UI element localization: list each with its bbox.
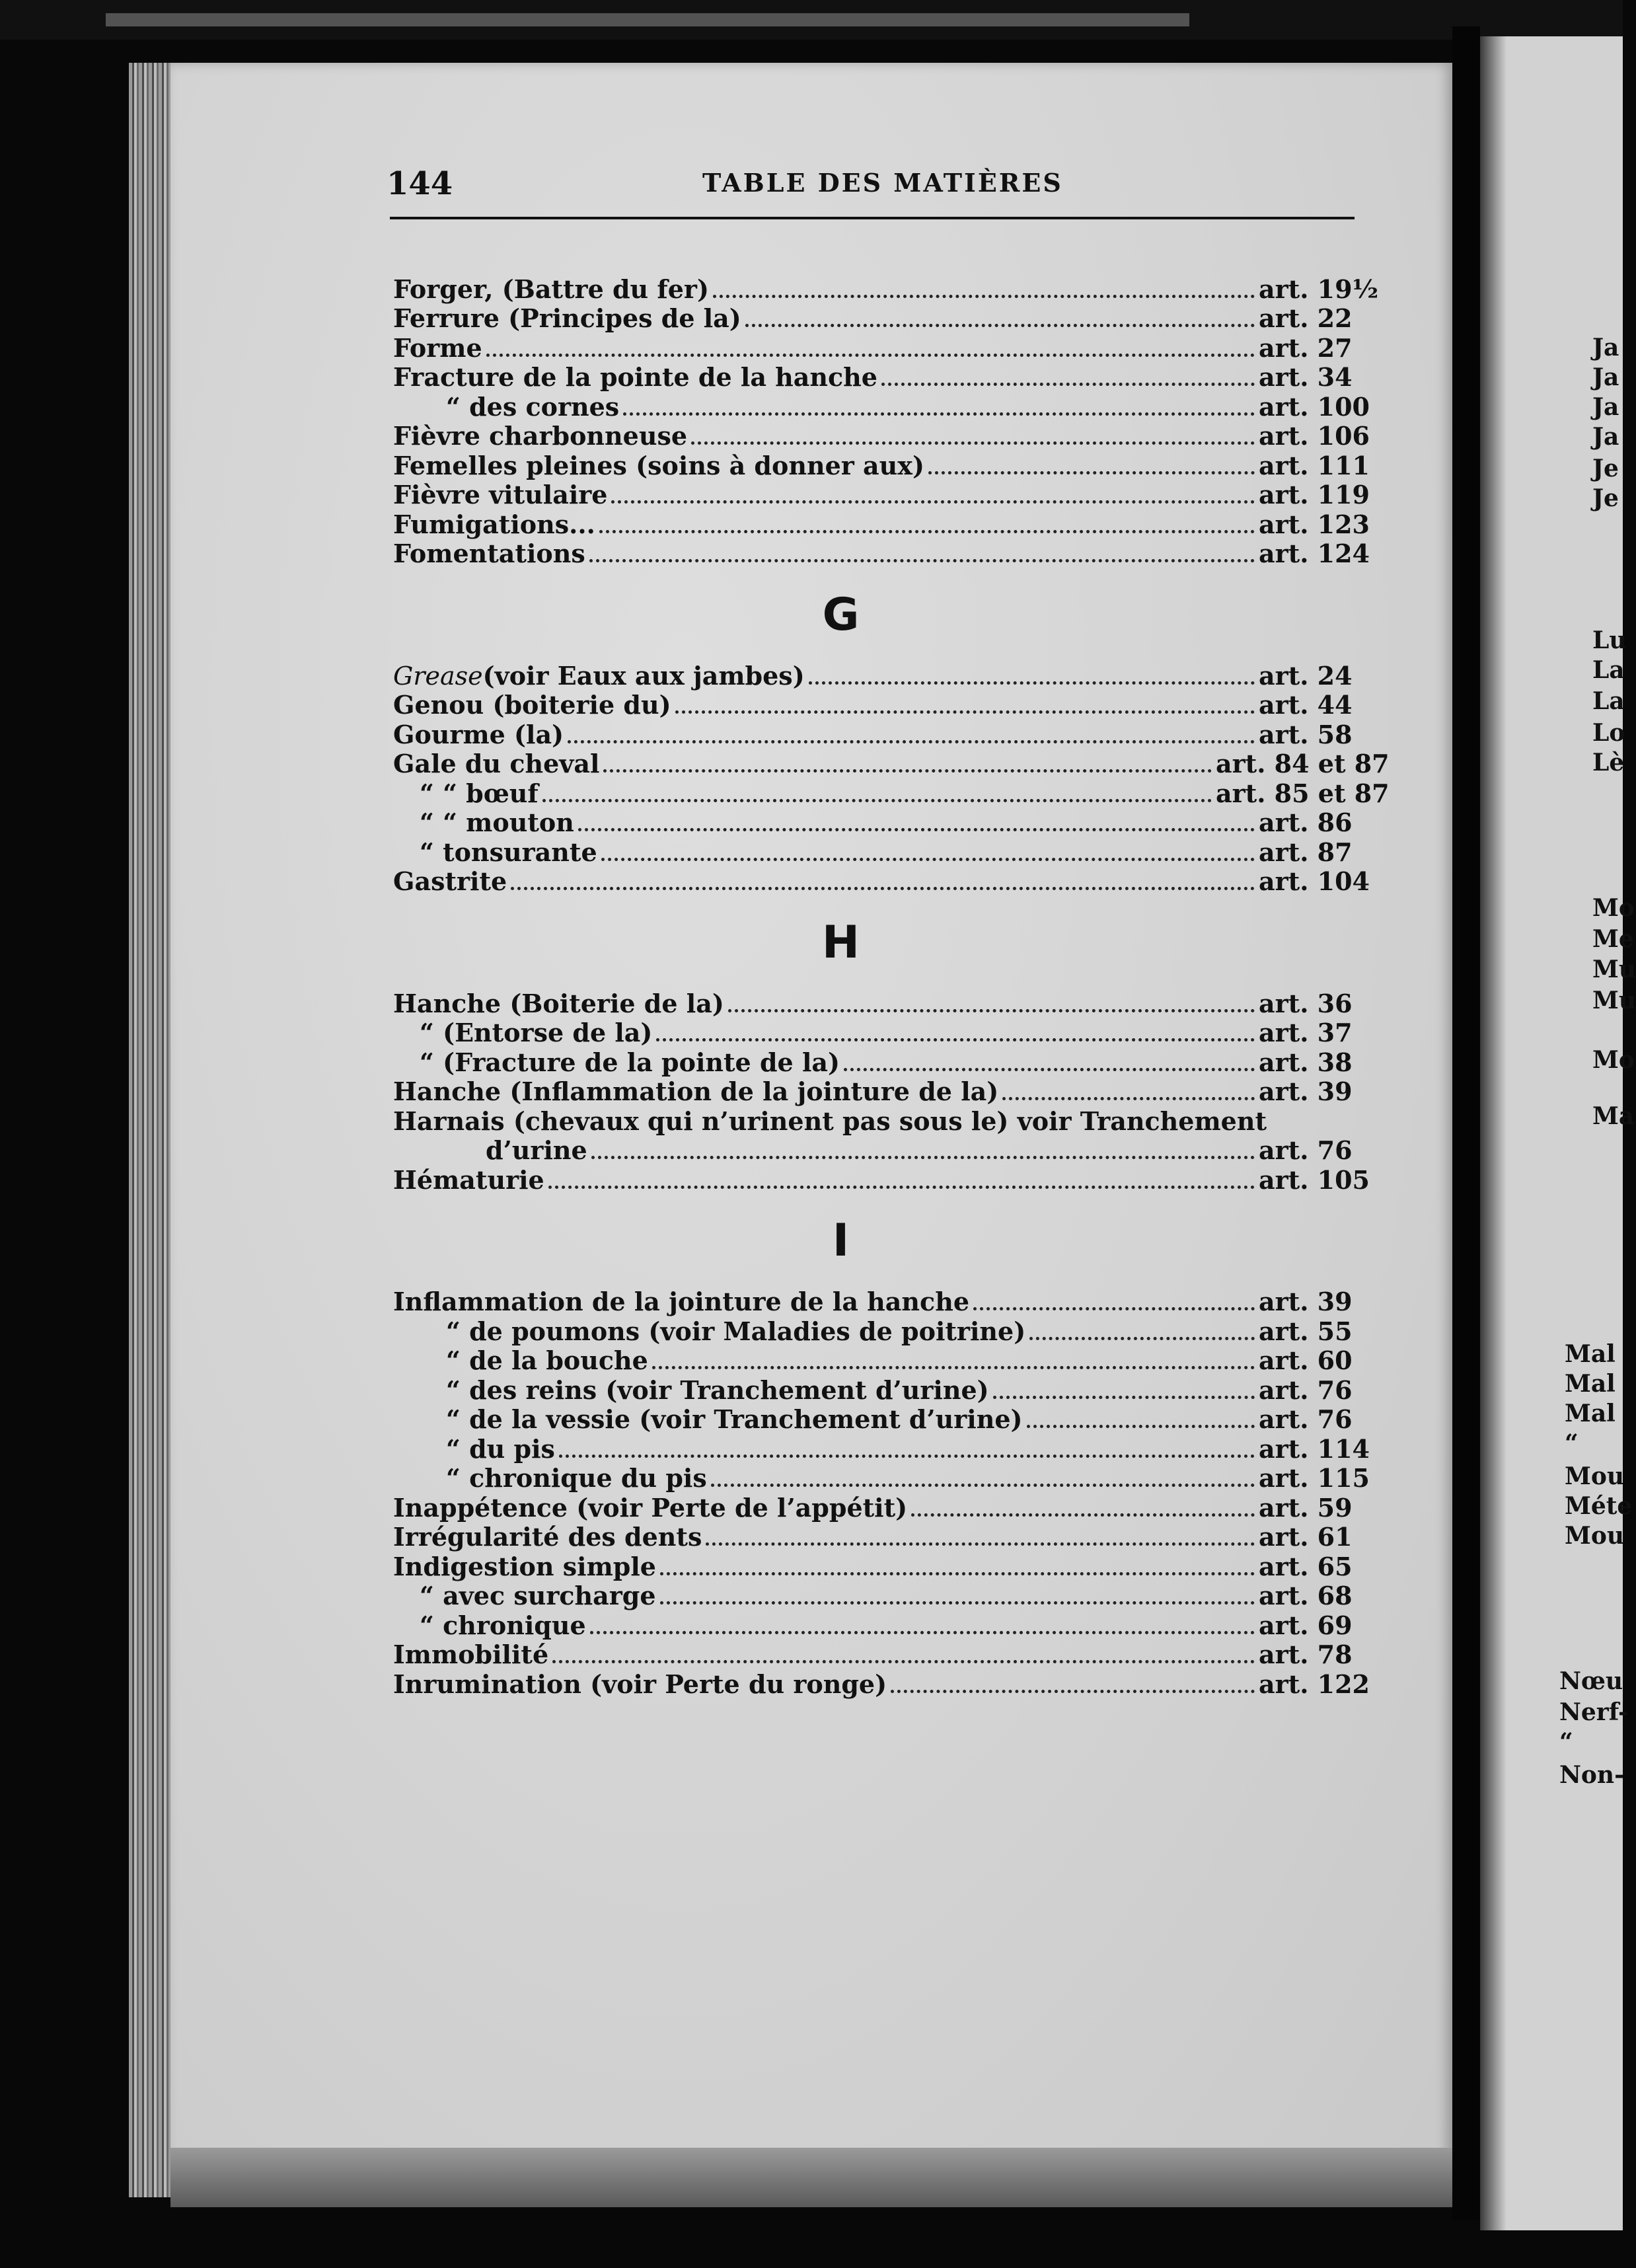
entry-label: Forger, (Battre du fer) (393, 274, 709, 304)
entry-article-ref: art. 86 (1259, 808, 1353, 837)
entry-article-ref: art. 58 (1259, 719, 1353, 749)
entry-article-ref: art. 76 (1259, 1375, 1353, 1405)
facing-page-fragment: Mo (1592, 1046, 1635, 1074)
page-edges (129, 63, 175, 2197)
entry-article-ref: art. 60 (1259, 1345, 1353, 1375)
entry-label: Inflammation de la jointure de la hanche (393, 1287, 969, 1316)
entry-article-ref: art. 87 (1259, 837, 1353, 867)
dot-leader (542, 799, 1212, 802)
running-title: TABLE DES MATIÈRES (702, 168, 1063, 198)
facing-page-fragment: Mu (1592, 956, 1636, 983)
section-letter: H (822, 916, 860, 969)
entry-article-ref: art. 34 (1259, 362, 1353, 392)
entry-article-ref: art. 119 (1259, 480, 1370, 510)
dot-leader (611, 500, 1255, 504)
entry-label: “ de poumons (voir Maladies de poitrine) (446, 1316, 1026, 1346)
entry-label: “ des reins (voir Tranchement d’urine) (446, 1375, 989, 1405)
dot-leader (486, 354, 1255, 357)
index-entry (393, 867, 1381, 897)
index-entry (393, 1640, 1381, 1670)
dot-leader (1002, 1097, 1255, 1100)
index-entry (393, 1375, 1381, 1405)
index-entry (393, 1552, 1381, 1581)
dot-leader (599, 530, 1255, 533)
header-rule (390, 217, 1355, 219)
index-entry (393, 808, 1381, 838)
facing-page-fragment: La (1592, 687, 1625, 715)
entry-article-ref: art. 68 (1259, 1581, 1353, 1610)
facing-page-fragment: Ja (1592, 423, 1619, 451)
dot-leader (603, 769, 1212, 773)
entry-article-ref: art. 69 (1259, 1610, 1353, 1640)
dot-leader (1029, 1337, 1255, 1340)
entry-article-ref: art. 115 (1259, 1463, 1370, 1493)
facing-page-fragment: La (1592, 656, 1625, 684)
facing-page-fragment: Ja (1592, 393, 1619, 421)
entry-article-ref: art. 61 (1259, 1522, 1353, 1552)
entry-label: “ (Fracture de la pointe de la) (420, 1047, 840, 1077)
facing-page-fragment: Me (1592, 925, 1634, 953)
index-entry (393, 1136, 1381, 1166)
index-entry (393, 304, 1381, 334)
facing-page-fragment: Nœu (1559, 1667, 1623, 1695)
entry-article-ref: art. 78 (1259, 1640, 1353, 1669)
entry-article-ref: art. 104 (1259, 866, 1370, 896)
facing-page-fragment: Mal (1565, 1370, 1616, 1398)
dot-leader (675, 710, 1255, 714)
facing-page-fragment: Nerf- (1559, 1698, 1628, 1726)
entry-article-ref: art. 65 (1259, 1551, 1353, 1581)
entry-article-ref: art. 111 (1259, 450, 1370, 480)
entry-article-ref: art. 36 (1259, 988, 1353, 1018)
entry-label: Hématurie (393, 1164, 544, 1195)
index-entry (393, 1610, 1381, 1640)
facing-page-fragment: Ma (1592, 1102, 1635, 1130)
dot-leader (706, 1542, 1255, 1546)
facing-page-fragment: Lè (1592, 749, 1625, 776)
entry-label: Irrégularité des dents (393, 1522, 702, 1552)
entry-label: “ du pis (446, 1433, 555, 1464)
entry-label: Fumigations... (393, 509, 595, 539)
entry-label: “ tonsurante (420, 837, 597, 867)
entry-article-ref: art. 37 (1259, 1018, 1353, 1047)
dot-leader (844, 1068, 1255, 1071)
section-letter: I (832, 1215, 850, 1267)
entry-label: Ferrure (Principes de la) (393, 303, 741, 333)
entry-article-ref: art. 27 (1259, 332, 1353, 363)
entry-article-ref: art. 55 (1259, 1316, 1353, 1346)
index-entry (393, 1405, 1381, 1435)
index-entry (393, 1047, 1381, 1077)
index-entry (393, 691, 1381, 720)
dot-leader (691, 441, 1255, 445)
facing-page-fragment: Je (1592, 455, 1619, 482)
facing-page-fragment: Mal (1565, 1340, 1616, 1368)
index-entry (393, 661, 1381, 691)
entry-label-italic: Grease (393, 661, 483, 691)
index-entry (393, 1434, 1381, 1464)
facing-page-fragment: Mou (1565, 1522, 1625, 1550)
entry-label: “ chronique (420, 1610, 586, 1640)
dot-leader (623, 412, 1255, 416)
dot-leader (591, 1156, 1255, 1159)
index-entry (393, 1316, 1381, 1346)
dot-leader (660, 1601, 1255, 1605)
dot-leader (745, 324, 1255, 327)
entry-article-ref: art. 122 (1259, 1669, 1370, 1699)
entry-label: “ de la bouche (446, 1345, 648, 1375)
dot-leader (928, 471, 1255, 474)
entry-label: “ “ mouton (420, 808, 574, 837)
facing-page-fragment: Ja (1592, 334, 1619, 361)
entry-label: Immobilité (393, 1640, 549, 1669)
dot-leader (809, 681, 1255, 685)
entry-label: Femelles pleines (soins à donner aux) (393, 450, 924, 480)
facing-page-fragment: Lu (1592, 626, 1627, 654)
dot-leader (589, 559, 1255, 562)
index-entry (393, 1165, 1381, 1195)
facing-page-fragment: Je (1592, 484, 1619, 512)
facing-page-fragment: Lo (1592, 719, 1625, 747)
index-entry (393, 720, 1381, 749)
index-entries (393, 274, 1390, 1699)
dot-leader (601, 858, 1255, 861)
dot-leader (568, 740, 1255, 743)
dot-leader (713, 295, 1255, 298)
entry-label: Inappétence (voir Perte de l’appétit) (393, 1492, 908, 1523)
dot-leader (656, 1038, 1255, 1041)
index-entry (393, 363, 1381, 393)
facing-page-fragment: Méte (1565, 1492, 1633, 1520)
entry-label: (voir Eaux aux jambes) (482, 660, 805, 691)
entry-label: Gourme (la) (393, 719, 564, 749)
entry-label: “ de la vessie (voir Tranchement d’urine) (446, 1404, 1023, 1434)
entry-label: Gastrite (393, 866, 507, 896)
dot-leader (578, 828, 1255, 831)
entry-label: Fièvre charbonneuse (393, 421, 688, 451)
entry-label: “ (Entorse de la) (420, 1018, 653, 1047)
index-entry (393, 778, 1390, 808)
index-entry (393, 539, 1381, 569)
entry-article-ref: art. 39 (1259, 1287, 1353, 1316)
entry-article-ref: art. 124 (1259, 539, 1370, 568)
index-entry (393, 749, 1390, 779)
entry-label: d’urine (486, 1135, 587, 1165)
entry-label: Indigestion simple (393, 1551, 656, 1581)
dot-leader (1027, 1425, 1255, 1428)
index-entry (393, 1493, 1381, 1523)
dot-leader (660, 1572, 1255, 1575)
index-entry (393, 837, 1381, 867)
entry-label: Fracture de la pointe de la hanche (393, 362, 877, 392)
dot-leader (552, 1660, 1255, 1663)
dot-leader (973, 1307, 1255, 1310)
entry-article-ref: art. 44 (1259, 690, 1353, 720)
facing-page-fragment: Mou (1565, 1462, 1625, 1490)
dot-leader (728, 1009, 1255, 1012)
index-entry (393, 510, 1381, 539)
index-entry (393, 1581, 1381, 1611)
entry-article-ref: art. 19½ (1259, 274, 1379, 304)
dot-leader (891, 1690, 1255, 1693)
entry-label: Harnais (chevaux qui n’urinent pas sous le) voir Tranchement (393, 1106, 1267, 1136)
index-entry (393, 1669, 1381, 1699)
entry-article-ref: art. 59 (1259, 1492, 1353, 1523)
page-number: 144 (387, 165, 453, 202)
page-bottom-edge (170, 2148, 1459, 2207)
index-entry (393, 333, 1381, 363)
index-entry (393, 1106, 1381, 1136)
section-letter: G (822, 588, 860, 641)
entry-label: Hanche (Boiterie de la) (393, 988, 724, 1018)
index-entry (393, 1077, 1381, 1107)
entry-article-ref: art. 24 (1259, 660, 1353, 691)
entry-article-ref: art. 105 (1259, 1164, 1370, 1195)
facing-page-fragment: Mu (1592, 987, 1636, 1014)
index-entry (393, 1464, 1381, 1493)
entry-label: Hanche (Inflammation de la jointure de la) (393, 1077, 999, 1106)
entry-label: Inrumination (voir Perte du ronge) (393, 1669, 887, 1699)
index-entry (393, 989, 1381, 1018)
entry-article-ref: art. 85 et 87 (1216, 778, 1390, 808)
index-entry (393, 274, 1381, 304)
facing-page-fragment: “ (1559, 1728, 1573, 1756)
entry-article-ref: art. 76 (1259, 1135, 1353, 1165)
dot-leader (881, 383, 1255, 386)
entry-article-ref: art. 76 (1259, 1404, 1353, 1434)
entry-article-ref: art. 38 (1259, 1047, 1353, 1077)
entry-article-ref: art. 114 (1259, 1433, 1370, 1464)
book-gutter (1452, 26, 1480, 2220)
entry-label: “ avec surcharge (420, 1581, 656, 1610)
facing-page-fragment: Ja (1592, 363, 1619, 391)
dot-leader (993, 1396, 1255, 1399)
entry-article-ref: art. 100 (1259, 391, 1370, 422)
dot-leader (511, 887, 1255, 890)
entry-article-ref: art. 22 (1259, 303, 1353, 333)
dot-leader (590, 1631, 1255, 1634)
entry-article-ref: art. 84 et 87 (1216, 749, 1390, 778)
index-entry (393, 1018, 1381, 1048)
entry-label: “ “ bœuf (420, 778, 539, 808)
dot-leader (911, 1513, 1255, 1517)
entry-label: Fièvre vitulaire (393, 480, 608, 510)
facing-page-fragment: Non- (1559, 1761, 1625, 1789)
dot-leader (652, 1366, 1255, 1369)
page-header (387, 165, 1358, 205)
entry-label: “ chronique du pis (446, 1463, 707, 1493)
entry-article-ref: art. 106 (1259, 421, 1370, 451)
index-entry (393, 1287, 1381, 1317)
facing-page-fragment: “ (1565, 1429, 1579, 1457)
scan-top-edge (106, 13, 1189, 26)
entry-article-ref: art. 39 (1259, 1077, 1353, 1106)
entry-article-ref: art. 123 (1259, 509, 1370, 539)
index-entry (393, 1346, 1381, 1376)
facing-page-fragment: Mal (1565, 1400, 1616, 1427)
entry-label: “ des cornes (446, 391, 620, 422)
entry-label: Forme (393, 332, 482, 363)
dot-leader (559, 1455, 1255, 1458)
entry-label: Genou (boiterie du) (393, 690, 671, 720)
facing-page-fragment: Mo (1592, 894, 1635, 922)
index-entry (393, 392, 1381, 422)
entry-label: Fomentations (393, 539, 585, 568)
index-entry (393, 422, 1381, 451)
index-entry (393, 451, 1381, 480)
dot-leader (711, 1484, 1255, 1487)
dot-leader (548, 1186, 1255, 1189)
index-entry (393, 480, 1381, 510)
entry-label: Gale du cheval (393, 749, 600, 778)
index-entry (393, 1523, 1381, 1552)
